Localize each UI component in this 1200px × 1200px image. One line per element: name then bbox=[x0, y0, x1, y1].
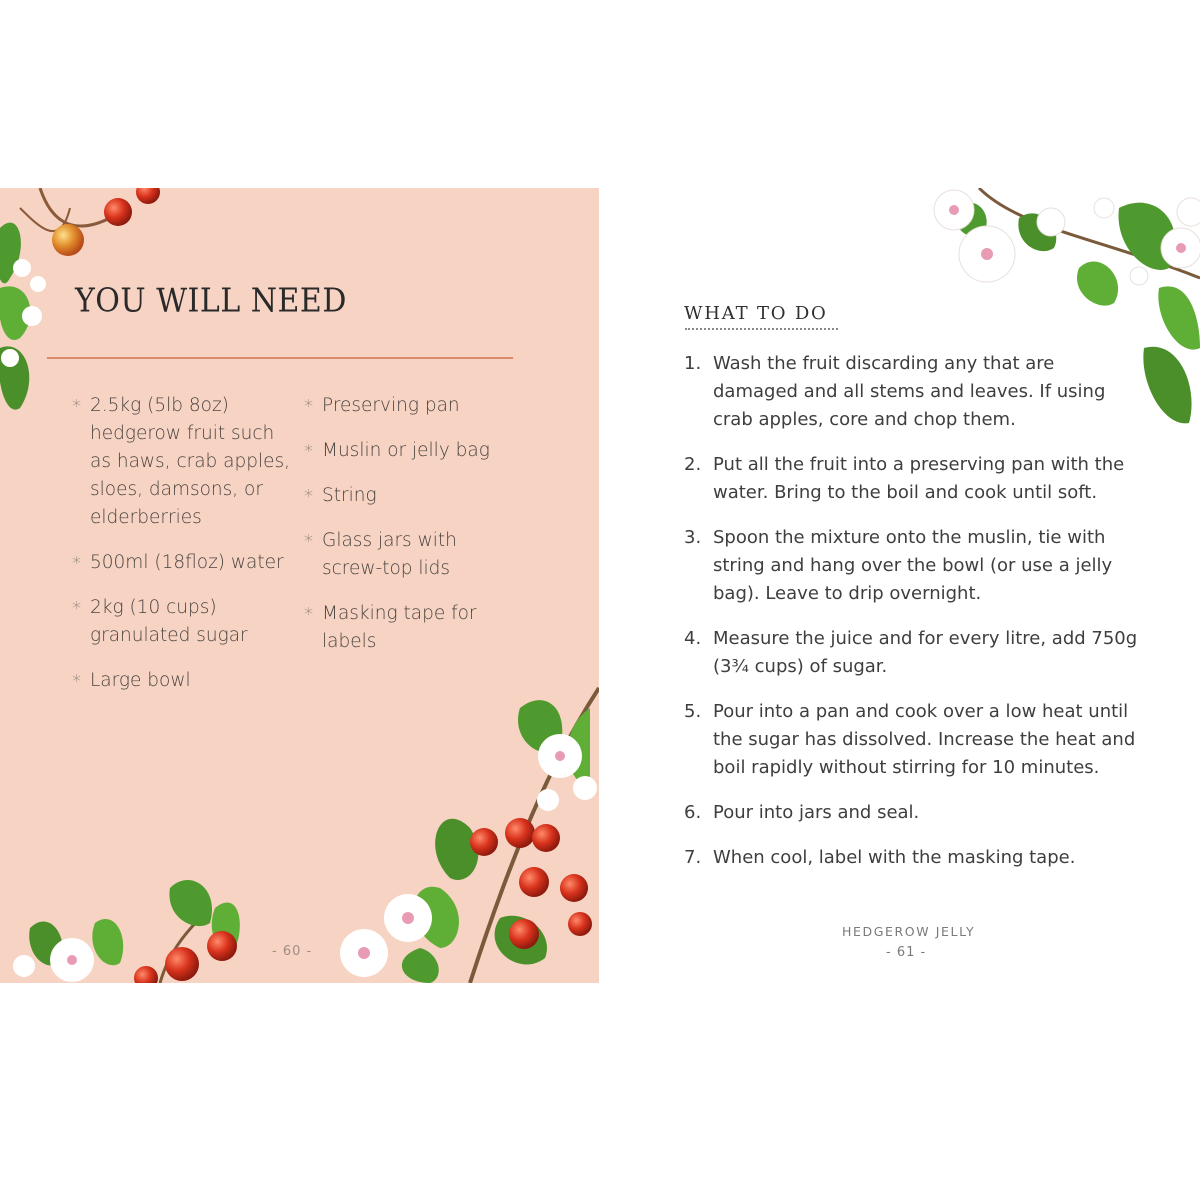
method-steps bbox=[684, 350, 1144, 889]
list-item bbox=[684, 698, 1144, 782]
list-item: * 2kg (10 cups) granulated sugar bbox=[72, 597, 248, 646]
step-number: 3. bbox=[684, 527, 702, 548]
list-item: * Masking tape for labels bbox=[304, 603, 477, 652]
list-item: * Large bowl bbox=[74, 667, 294, 695]
asterisk-bullet-icon: * bbox=[304, 604, 313, 625]
step-text: Wash the fruit discarding any that are damaged and all stems and leaves. If using crab apples, core and chop them. bbox=[713, 353, 1106, 430]
step-number: 1. bbox=[684, 353, 702, 374]
step-number: 4. bbox=[684, 628, 702, 649]
right-page bbox=[599, 188, 1200, 983]
step-number: 2. bbox=[684, 454, 702, 475]
you-will-need-heading: YOU WILL NEED bbox=[75, 282, 347, 321]
asterisk-bullet-icon: * bbox=[72, 598, 81, 619]
asterisk-bullet-icon: * bbox=[72, 671, 81, 692]
step-text: Put all the fruit into a preserving pan with the water. Bring to the boil and cook until soft. bbox=[713, 454, 1125, 503]
bottom-right-sprig bbox=[340, 688, 599, 983]
asterisk-bullet-icon: * bbox=[72, 553, 81, 574]
running-footer-title: HEDGEROW JELLY bbox=[842, 924, 976, 939]
page-number-left: - 60 - bbox=[272, 944, 313, 959]
list-item: * Preserving pan bbox=[306, 392, 506, 420]
list-item bbox=[684, 625, 1144, 681]
asterisk-bullet-icon: * bbox=[304, 441, 313, 462]
step-text: Spoon the mixture onto the muslin, tie with string and hang over the bowl (or use a jelly bag). Leave to drip overnight. bbox=[713, 527, 1113, 604]
what-to-do-heading: WHAT TO DO bbox=[684, 303, 828, 324]
step-text: When cool, label with the masking tape. bbox=[713, 847, 1076, 868]
ingredients-list bbox=[74, 392, 294, 712]
asterisk-bullet-icon: * bbox=[304, 396, 313, 417]
list-item bbox=[684, 844, 1144, 872]
step-number: 6. bbox=[684, 802, 702, 823]
step-number: 7. bbox=[684, 847, 702, 868]
bottom-left-sprig bbox=[13, 880, 240, 983]
list-item bbox=[684, 799, 1144, 827]
step-number: 5. bbox=[684, 701, 702, 722]
list-item bbox=[684, 451, 1144, 507]
heading-rule bbox=[47, 357, 513, 359]
equipment-list bbox=[306, 392, 506, 673]
list-item: * String bbox=[306, 482, 506, 510]
list-item bbox=[684, 350, 1144, 434]
step-text: Pour into jars and seal. bbox=[713, 802, 920, 823]
step-text: Measure the juice and for every litre, add 750g (3¾ cups) of sugar. bbox=[713, 628, 1138, 677]
list-item bbox=[684, 524, 1144, 608]
list-item: * Muslin or jelly bag bbox=[306, 437, 506, 465]
asterisk-bullet-icon: * bbox=[304, 531, 313, 552]
asterisk-bullet-icon: * bbox=[304, 486, 313, 507]
left-page bbox=[0, 188, 599, 983]
list-item: * Glass jars with screw-top lids bbox=[304, 530, 457, 579]
list-item: * 2.5kg (5lb 8oz) hedgerow fruit such as haws, crab apples, sloes, damsons, or elderberries bbox=[72, 395, 291, 528]
dotted-rule bbox=[685, 328, 838, 330]
step-text: Pour into a pan and cook over a low heat until the sugar has dissolved. Increase the heat and boil rapidly without stirring for 10 minutes. bbox=[713, 701, 1136, 778]
page-number-right: - 61 - bbox=[886, 945, 927, 960]
list-item: * 500ml (18floz) water bbox=[74, 549, 294, 577]
asterisk-bullet-icon: * bbox=[72, 396, 81, 417]
